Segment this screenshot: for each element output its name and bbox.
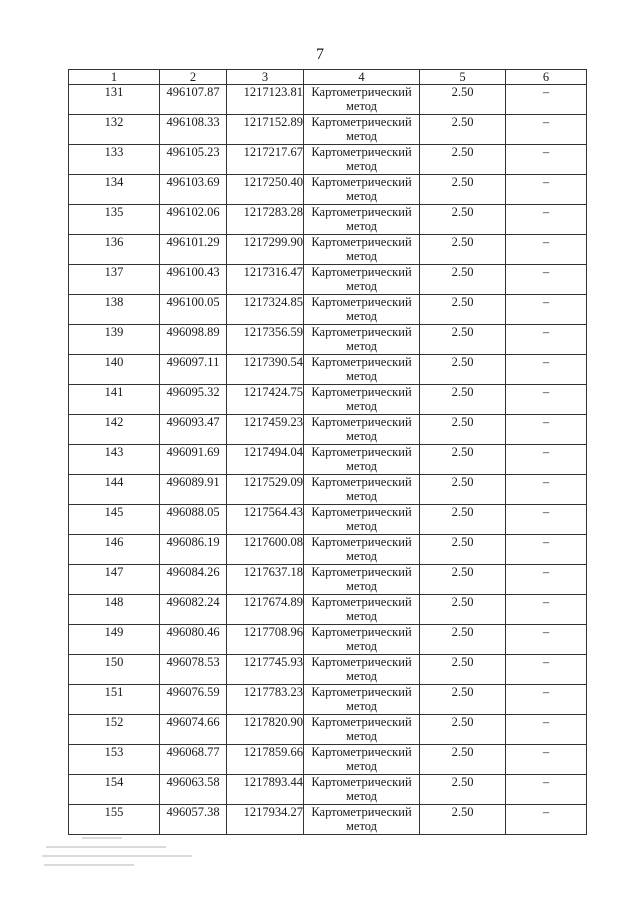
- method-line-2: метод: [345, 609, 377, 623]
- accuracy-cell: 2.50: [420, 385, 506, 415]
- method-line-1: Картометрический: [311, 325, 412, 339]
- method-line-1: Картометрический: [311, 145, 412, 159]
- note-cell: –: [506, 655, 587, 685]
- point-number-cell: 143: [69, 445, 160, 475]
- method-line-2: метод: [345, 639, 377, 653]
- x-coordinate-cell: 496078.53: [160, 655, 227, 685]
- note-cell: –: [506, 115, 587, 145]
- method-line-2: метод: [345, 579, 377, 593]
- y-coordinate-cell: 1217324.85: [227, 295, 304, 325]
- accuracy-cell: 2.50: [420, 325, 506, 355]
- x-coordinate-cell: 496100.05: [160, 295, 227, 325]
- column-header-1: 1: [69, 70, 160, 85]
- accuracy-cell: 2.50: [420, 85, 506, 115]
- note-cell: –: [506, 475, 587, 505]
- table-row: [69, 145, 587, 175]
- accuracy-cell: 2.50: [420, 475, 506, 505]
- method-line-1: Картометрический: [311, 505, 412, 519]
- method-line-1: Картометрический: [311, 265, 412, 279]
- method-cell: [304, 175, 420, 205]
- y-coordinate-cell: 1217283.28: [227, 205, 304, 235]
- x-coordinate-cell: 496080.46: [160, 625, 227, 655]
- x-coordinate-cell: 496088.05: [160, 505, 227, 535]
- method-line-1: Картометрический: [311, 595, 412, 609]
- point-number-cell: 144: [69, 475, 160, 505]
- y-coordinate-cell: 1217316.47: [227, 265, 304, 295]
- method-line-1: Картометрический: [311, 175, 412, 189]
- method-line-2: метод: [345, 429, 377, 443]
- method-cell: [304, 715, 420, 745]
- note-cell: –: [506, 715, 587, 745]
- table-body: [69, 85, 587, 835]
- point-number-cell: 154: [69, 775, 160, 805]
- method-line-2: метод: [345, 219, 377, 233]
- y-coordinate-cell: 1217424.75: [227, 385, 304, 415]
- method-line-2: метод: [345, 459, 377, 473]
- point-number-cell: 141: [69, 385, 160, 415]
- x-coordinate-cell: 496074.66: [160, 715, 227, 745]
- method-line-1: Картометрический: [311, 475, 412, 489]
- x-coordinate-cell: 496095.32: [160, 385, 227, 415]
- point-number-cell: 134: [69, 175, 160, 205]
- x-coordinate-cell: 496097.11: [160, 355, 227, 385]
- method-cell: [304, 775, 420, 805]
- method-line-2: метод: [345, 549, 377, 563]
- x-coordinate-cell: 496103.69: [160, 175, 227, 205]
- note-cell: –: [506, 805, 587, 835]
- method-cell: [304, 355, 420, 385]
- y-coordinate-cell: 1217459.23: [227, 415, 304, 445]
- note-cell: –: [506, 505, 587, 535]
- accuracy-cell: 2.50: [420, 805, 506, 835]
- y-coordinate-cell: 1217745.93: [227, 655, 304, 685]
- accuracy-cell: 2.50: [420, 355, 506, 385]
- method-line-1: Картометрический: [311, 385, 412, 399]
- column-header-3: 3: [227, 70, 304, 85]
- accuracy-cell: 2.50: [420, 565, 506, 595]
- y-coordinate-cell: 1217217.67: [227, 145, 304, 175]
- y-coordinate-cell: 1217356.59: [227, 325, 304, 355]
- point-number-cell: 132: [69, 115, 160, 145]
- x-coordinate-cell: 496084.26: [160, 565, 227, 595]
- column-header-5: 5: [420, 70, 506, 85]
- method-line-2: метод: [345, 279, 377, 293]
- table-row: [69, 565, 587, 595]
- method-line-1: Картометрический: [311, 625, 412, 639]
- method-cell: [304, 745, 420, 775]
- y-coordinate-cell: 1217390.54: [227, 355, 304, 385]
- note-cell: –: [506, 325, 587, 355]
- table-row: [69, 595, 587, 625]
- point-number-cell: 146: [69, 535, 160, 565]
- note-cell: –: [506, 265, 587, 295]
- method-cell: [304, 805, 420, 835]
- y-coordinate-cell: 1217934.27: [227, 805, 304, 835]
- column-header-2: 2: [160, 70, 227, 85]
- table-row: [69, 745, 587, 775]
- method-line-1: Картометрический: [311, 535, 412, 549]
- note-cell: –: [506, 595, 587, 625]
- method-line-1: Картометрический: [311, 655, 412, 669]
- y-coordinate-cell: 1217494.04: [227, 445, 304, 475]
- accuracy-cell: 2.50: [420, 655, 506, 685]
- method-line-1: Картометрический: [311, 85, 412, 99]
- method-cell: [304, 475, 420, 505]
- accuracy-cell: 2.50: [420, 535, 506, 565]
- table-row: [69, 415, 587, 445]
- method-line-1: Картометрический: [311, 445, 412, 459]
- method-cell: [304, 445, 420, 475]
- method-cell: [304, 595, 420, 625]
- method-line-2: метод: [345, 309, 377, 323]
- method-line-1: Картометрический: [311, 565, 412, 579]
- y-coordinate-cell: 1217783.23: [227, 685, 304, 715]
- method-line-2: метод: [345, 249, 377, 263]
- x-coordinate-cell: 496108.33: [160, 115, 227, 145]
- y-coordinate-cell: 1217859.66: [227, 745, 304, 775]
- x-coordinate-cell: 496086.19: [160, 535, 227, 565]
- method-line-1: Картометрический: [311, 415, 412, 429]
- note-cell: –: [506, 625, 587, 655]
- table-row: [69, 775, 587, 805]
- point-number-cell: 151: [69, 685, 160, 715]
- y-coordinate-cell: 1217820.90: [227, 715, 304, 745]
- note-cell: –: [506, 175, 587, 205]
- method-cell: [304, 115, 420, 145]
- table-row: [69, 535, 587, 565]
- method-line-2: метод: [345, 669, 377, 683]
- x-coordinate-cell: 496068.77: [160, 745, 227, 775]
- method-line-2: метод: [345, 399, 377, 413]
- accuracy-cell: 2.50: [420, 175, 506, 205]
- note-cell: –: [506, 745, 587, 775]
- note-cell: –: [506, 235, 587, 265]
- y-coordinate-cell: 1217152.89: [227, 115, 304, 145]
- method-line-2: метод: [345, 519, 377, 533]
- accuracy-cell: 2.50: [420, 115, 506, 145]
- point-number-cell: 152: [69, 715, 160, 745]
- page-number: 7: [316, 46, 324, 63]
- method-line-2: метод: [345, 129, 377, 143]
- method-line-1: Картометрический: [311, 355, 412, 369]
- method-cell: [304, 295, 420, 325]
- method-cell: [304, 655, 420, 685]
- method-line-2: метод: [345, 189, 377, 203]
- method-cell: [304, 565, 420, 595]
- method-cell: [304, 415, 420, 445]
- point-number-cell: 137: [69, 265, 160, 295]
- point-number-cell: 148: [69, 595, 160, 625]
- y-coordinate-cell: 1217564.43: [227, 505, 304, 535]
- method-line-2: метод: [345, 759, 377, 773]
- accuracy-cell: 2.50: [420, 775, 506, 805]
- note-cell: –: [506, 145, 587, 175]
- method-line-2: метод: [345, 339, 377, 353]
- accuracy-cell: 2.50: [420, 265, 506, 295]
- column-header-6: 6: [506, 70, 587, 85]
- point-number-cell: 138: [69, 295, 160, 325]
- method-cell: [304, 505, 420, 535]
- column-header-4: 4: [304, 70, 420, 85]
- point-number-cell: 147: [69, 565, 160, 595]
- y-coordinate-cell: 1217600.08: [227, 535, 304, 565]
- method-line-1: Картометрический: [311, 745, 412, 759]
- note-cell: –: [506, 535, 587, 565]
- table-row: [69, 325, 587, 355]
- table-row: [69, 265, 587, 295]
- y-coordinate-cell: 1217893.44: [227, 775, 304, 805]
- x-coordinate-cell: 496107.87: [160, 85, 227, 115]
- point-number-cell: 136: [69, 235, 160, 265]
- x-coordinate-cell: 496093.47: [160, 415, 227, 445]
- accuracy-cell: 2.50: [420, 715, 506, 745]
- y-coordinate-cell: 1217708.96: [227, 625, 304, 655]
- table-row: [69, 85, 587, 115]
- accuracy-cell: 2.50: [420, 595, 506, 625]
- accuracy-cell: 2.50: [420, 445, 506, 475]
- method-line-2: метод: [345, 489, 377, 503]
- method-cell: [304, 265, 420, 295]
- accuracy-cell: 2.50: [420, 505, 506, 535]
- point-number-cell: 139: [69, 325, 160, 355]
- table-row: [69, 235, 587, 265]
- note-cell: –: [506, 685, 587, 715]
- y-coordinate-cell: 1217674.89: [227, 595, 304, 625]
- method-cell: [304, 685, 420, 715]
- table-row: [69, 445, 587, 475]
- accuracy-cell: 2.50: [420, 685, 506, 715]
- y-coordinate-cell: 1217123.81: [227, 85, 304, 115]
- method-cell: [304, 385, 420, 415]
- accuracy-cell: 2.50: [420, 745, 506, 775]
- accuracy-cell: 2.50: [420, 625, 506, 655]
- note-cell: –: [506, 775, 587, 805]
- accuracy-cell: 2.50: [420, 145, 506, 175]
- method-cell: [304, 85, 420, 115]
- method-line-1: Картометрический: [311, 805, 412, 819]
- point-number-cell: 149: [69, 625, 160, 655]
- method-line-1: Картометрический: [311, 205, 412, 219]
- method-line-2: метод: [345, 789, 377, 803]
- y-coordinate-cell: 1217250.40: [227, 175, 304, 205]
- table-row: [69, 625, 587, 655]
- method-cell: [304, 625, 420, 655]
- note-cell: –: [506, 385, 587, 415]
- note-cell: –: [506, 355, 587, 385]
- x-coordinate-cell: 496098.89: [160, 325, 227, 355]
- point-number-cell: 135: [69, 205, 160, 235]
- table-row: [69, 115, 587, 145]
- x-coordinate-cell: 496100.43: [160, 265, 227, 295]
- note-cell: –: [506, 295, 587, 325]
- method-cell: [304, 205, 420, 235]
- table-row: [69, 655, 587, 685]
- x-coordinate-cell: 496076.59: [160, 685, 227, 715]
- accuracy-cell: 2.50: [420, 235, 506, 265]
- method-line-2: метод: [345, 699, 377, 713]
- table-header-row: [69, 70, 587, 85]
- x-coordinate-cell: 496057.38: [160, 805, 227, 835]
- point-number-cell: 145: [69, 505, 160, 535]
- accuracy-cell: 2.50: [420, 205, 506, 235]
- x-coordinate-cell: 496101.29: [160, 235, 227, 265]
- method-line-1: Картометрический: [311, 685, 412, 699]
- x-coordinate-cell: 496082.24: [160, 595, 227, 625]
- table-row: [69, 295, 587, 325]
- y-coordinate-cell: 1217529.09: [227, 475, 304, 505]
- x-coordinate-cell: 496089.91: [160, 475, 227, 505]
- table-row: [69, 715, 587, 745]
- accuracy-cell: 2.50: [420, 295, 506, 325]
- method-line-2: метод: [345, 99, 377, 113]
- point-number-cell: 142: [69, 415, 160, 445]
- point-number-cell: 131: [69, 85, 160, 115]
- y-coordinate-cell: 1217637.18: [227, 565, 304, 595]
- method-line-1: Картометрический: [311, 715, 412, 729]
- method-line-1: Картометрический: [311, 775, 412, 789]
- table-row: [69, 385, 587, 415]
- method-cell: [304, 145, 420, 175]
- accuracy-cell: 2.50: [420, 415, 506, 445]
- method-cell: [304, 535, 420, 565]
- note-cell: –: [506, 565, 587, 595]
- method-line-2: метод: [345, 369, 377, 383]
- table-row: [69, 805, 587, 835]
- method-line-1: Картометрический: [311, 235, 412, 249]
- table-row: [69, 175, 587, 205]
- point-number-cell: 133: [69, 145, 160, 175]
- x-coordinate-cell: 496063.58: [160, 775, 227, 805]
- point-number-cell: 155: [69, 805, 160, 835]
- note-cell: –: [506, 445, 587, 475]
- faded-stamp-mark: [40, 835, 210, 875]
- method-line-2: метод: [345, 729, 377, 743]
- method-line-1: Картометрический: [311, 115, 412, 129]
- table-row: [69, 685, 587, 715]
- table-row: [69, 505, 587, 535]
- x-coordinate-cell: 496102.06: [160, 205, 227, 235]
- table-row: [69, 475, 587, 505]
- method-line-1: Картометрический: [311, 295, 412, 309]
- point-number-cell: 140: [69, 355, 160, 385]
- x-coordinate-cell: 496091.69: [160, 445, 227, 475]
- point-number-cell: 150: [69, 655, 160, 685]
- table-row: [69, 205, 587, 235]
- note-cell: –: [506, 85, 587, 115]
- table-row: [69, 355, 587, 385]
- note-cell: –: [506, 205, 587, 235]
- point-number-cell: 153: [69, 745, 160, 775]
- y-coordinate-cell: 1217299.90: [227, 235, 304, 265]
- method-cell: [304, 325, 420, 355]
- x-coordinate-cell: 496105.23: [160, 145, 227, 175]
- note-cell: –: [506, 415, 587, 445]
- method-cell: [304, 235, 420, 265]
- coordinates-table: [68, 69, 587, 835]
- method-line-2: метод: [345, 159, 377, 173]
- method-line-2: метод: [345, 819, 377, 833]
